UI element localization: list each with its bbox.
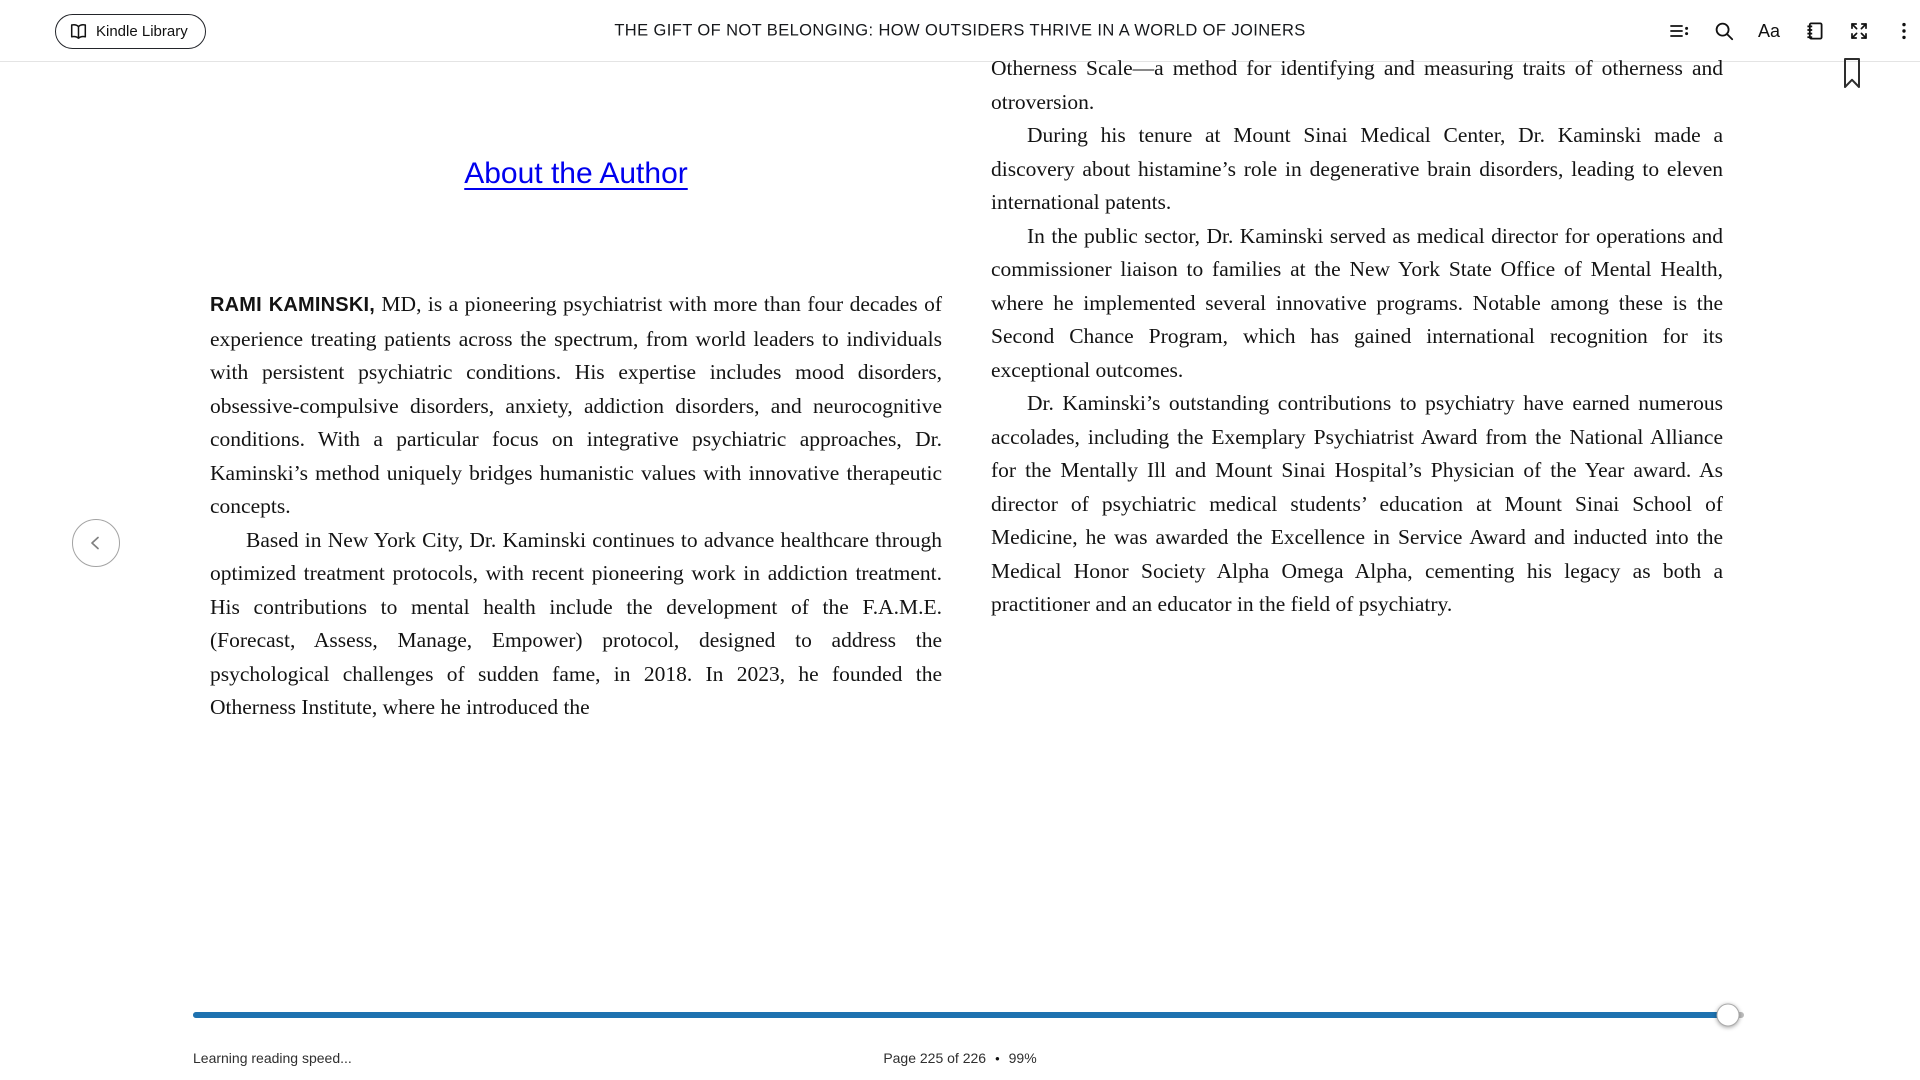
font-settings-icon[interactable]: [1757, 19, 1781, 43]
author-bio-paragraph-1-text: MD, is a pioneering psychiatrist with more than four decades of experience treating patients across the spectrum, from world leaders to individuals with persistent psychiatric conditions. His expertise includes mood disorders, obsessive-compulsive disorders, anxiety, addiction disorders, and neurocognitive conditions. With a particular focus on integrative psychiatric approaches, Dr. Kaminski’s method uniquely bridges humanistic values with innovative therapeutic concepts.: [210, 292, 943, 518]
author-bio-paragraph-3: Otherness Scale—a method for identifying and measuring traits of otherness and otroversion.: [991, 56, 1723, 114]
toc-icon[interactable]: [1667, 19, 1691, 43]
page-position-label: [0, 1050, 1920, 1066]
progress-fill: [193, 1012, 1728, 1018]
reading-progress-bar[interactable]: [193, 1012, 1744, 1018]
left-text-column: [210, 288, 942, 725]
open-book-icon: [69, 23, 88, 40]
kindle-library-button[interactable]: [55, 14, 206, 49]
author-bio-paragraph-4: During his tenure at Mount Sinai Medical Center, Dr. Kaminski made a discovery about histamine’s role in degenerative brain disorders, leading to eleven international patents.: [991, 123, 1723, 214]
right-text-column: [991, 52, 1723, 622]
author-bio-paragraph-5: In the public sector, Dr. Kaminski served as medical director for operations and commissioner liaison to families at the New York State Office of Mental Health, where he implemented several innovative programs. Notable among these is the Second Chance Program, which has gained international recognition for its exceptional outcomes.: [991, 223, 1723, 382]
fullscreen-icon[interactable]: [1847, 19, 1871, 43]
author-name-lead: RAMI KAMINSKI,: [210, 294, 375, 316]
previous-page-button[interactable]: [72, 519, 120, 567]
search-icon[interactable]: [1712, 19, 1736, 43]
book-title: THE GIFT OF NOT BELONGING: HOW OUTSIDERS THRIVE IN A WORLD OF JOINERS: [614, 21, 1306, 40]
chapter-heading-link[interactable]: About the Author: [464, 157, 688, 190]
reading-speed-status: Learning reading speed...: [193, 1050, 352, 1066]
author-bio-paragraph-1: [210, 288, 942, 524]
separator-dot: •: [995, 1051, 1000, 1066]
more-menu-icon[interactable]: [1892, 19, 1916, 43]
author-bio-paragraph-2: Based in New York City, Dr. Kaminski continues to advance healthcare through optimized treatment protocols, with recent pioneering work in addiction treatment. His contributions to mental health include the development of the F.A.M.E. (Forecast, Assess, Manage, Empower) protocol, designed to address the psychological challenges of sudden fame, in 2018. In 2023, he founded the Otherness Institute, where he introduced the: [210, 527, 942, 719]
percent-read-text: 99%: [1008, 1050, 1037, 1066]
chevron-left-icon: [87, 534, 105, 552]
page-layout-icon[interactable]: [1802, 19, 1826, 43]
author-bio-paragraph-6: Dr. Kaminski’s outstanding contributions to psychiatry have earned numerous accolades, including the Exemplary Psychiatrist Award from the National Alliance for the Mentally Ill and Mount Sinai Hospital’s Physician of the Year award. As director of psychiatric medical students’ education at Mount Sinai School of Medicine, he was awarded the Excellence in Service Award and inducted into the Medical Honor Society Alpha Omega Alpha, cementing his legacy as both a practitioner and an educator in the field of psychiatry.: [991, 391, 1723, 616]
page-number-text: Page 225 of 226: [883, 1050, 987, 1066]
progress-knob[interactable]: [1717, 1004, 1740, 1027]
kindle-library-label: Kindle Library: [96, 23, 188, 40]
font-settings-label: Aa: [1757, 20, 1781, 41]
bookmark-icon[interactable]: [1841, 57, 1863, 90]
